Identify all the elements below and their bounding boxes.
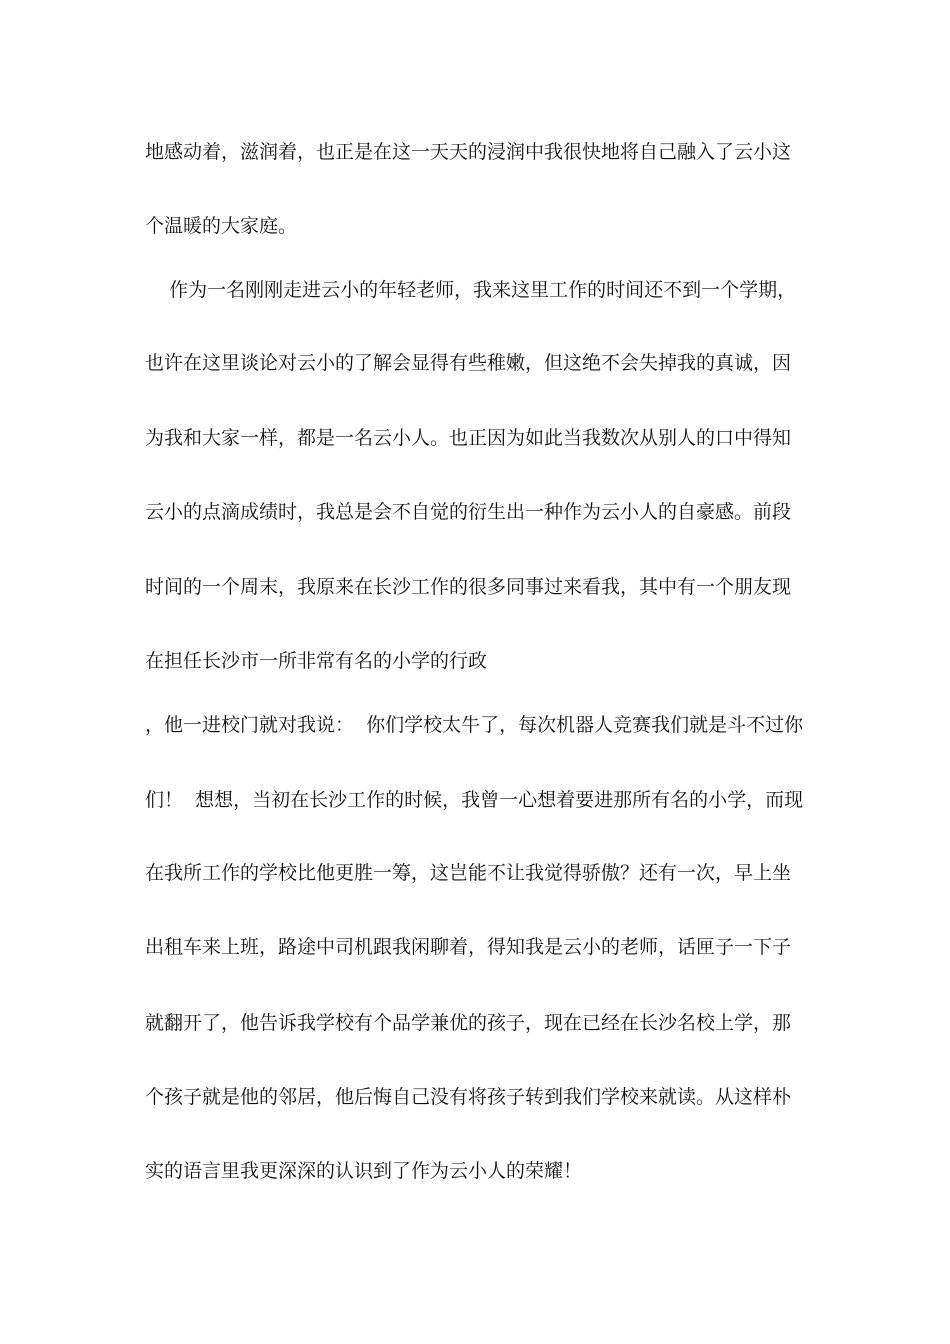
text-line: 们！ 想想，当初在长沙工作的时候，我曾一心想着要进那所有名的小学，而现 (145, 789, 804, 811)
text-line: 出租车来上班，路途中司机跟我闲聊着，得知我是云小的老师，话匣子一下子 (145, 936, 792, 958)
text-line: 在担任长沙市一所非常有名的小学的行政 (145, 650, 488, 672)
text-line: 云小的点滴成绩时，我总是会不自觉的衍生出一种作为云小人的自豪感。前段 (145, 501, 792, 523)
text-line: 也许在这里谈论对云小的了解会显得有些稚嫩，但这绝不会失掉我的真诚，因 (145, 352, 792, 374)
text-line: 时间的一个周末，我原来在长沙工作的很多同事过来看我，其中有一个朋友现 (145, 576, 792, 598)
text-line: 为我和大家一样，都是一名云小人。也正因为如此当我数次从别人的口中得知 (145, 427, 792, 449)
text-line: 在我所工作的学校比他更胜一筹，这岂能不让我觉得骄傲？还有一次，早上坐 (145, 862, 792, 884)
text-line: ，他一进校门就对我说： 你们学校太牛了，每次机器人竞赛我们就是斗不过你 (145, 714, 804, 736)
text-line: 实的语言里我更深深的认识到了作为云小人的荣耀！ (145, 1160, 583, 1182)
text-line: 就翻开了，他告诉我学校有个品学兼优的孩子，现在已经在长沙名校上学，那 (145, 1012, 792, 1034)
paragraph-first-line: 作为一名刚刚走进云小的年轻老师，我来这里工作的时间还不到一个学期， (145, 279, 797, 301)
text-line: 个温暖的大家庭。 (145, 215, 298, 237)
text-line: 个孩子就是他的邻居，他后悔自己没有将孩子转到我们学校来就读。从这样朴 (145, 1086, 792, 1108)
text-line: 地感动着，滋润着，也正是在这一天天的浸润中我很快地将自己融入了云小这 (145, 141, 792, 163)
